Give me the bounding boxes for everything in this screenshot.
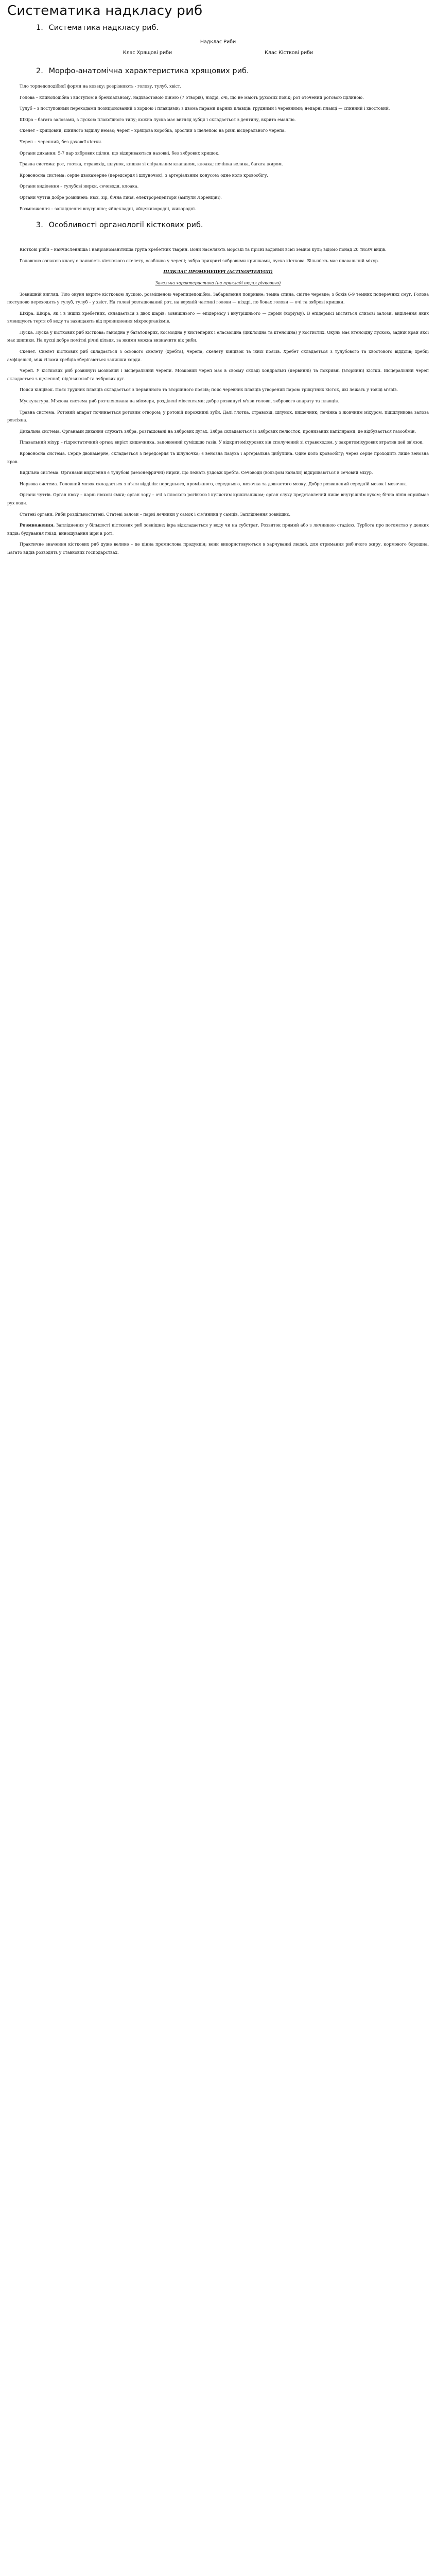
paragraph: Зовнішній вигляд. Тіло окуня вкрите кістковою лускою, розміщеною черепицеподібно. Забарвлення покривне: темна спина, світле черевце; з боків 6-9 темних поперечних смуг. Голова поступово переходить у тулуб, тулуб – у хвіст. На голові розташований рот, на верхній частині голови — ніздрі, по боках голови — очі та зяброві кришки. [7,292,429,305]
paragraph: Плавальний міхур – гідростатичний орган; виріст кишечника, заповнений сумішшю газів. У відкритоміхурових він сполучений зі стравоходом, у закритоміхурових втратив цей зв'язок. [20,440,424,445]
paragraph: Пояси кінцівок. Пояс грудних плавців складається з первинного та вторинного поясів; пояс черевних плавців утворений парою трикутних кісток, які лежать у товщі м'язів. [20,387,398,393]
paragraph: Кровоносна система. Серце двокамерне, складається з передсердя та шлуночка; є венозна пазуха і артеріальна цибулина. Одне коло кровообігу; через серце проходить лише венозна кров. [7,451,429,464]
taxonomy-classes [7,50,429,56]
paragraph: Тулуб – з поступовими переходами позиціонований з хордою і плавцями; з двома парами парних плавців: грудними і черевними; непарні плавці — спинний і хвостовий. [20,106,390,111]
outline-item-3 [36,221,429,229]
section-3-content [7,246,429,556]
taxonomy-superclass: Надклас Риби [200,39,236,45]
document-title: Систематика надкласу риб [7,3,203,19]
paragraph: Практичне значення кісткових риб дуже велике – це цінна промислова продукція; вони використовуються в харчуванні людей, для отримання риб'ячого жиру, кормового борошна. Багато видів розводять у ставкових господарствах. [7,542,429,555]
section-subheading: Загальна характеристика (на прикладі окуня річкового) [155,280,281,285]
document-page [0,3,436,570]
paragraph: Видільна система. Органами виділення є тулубові (мезонефричні) нирки, що лежать уздовж хребта. Сечоводи (вольфові канали) відкриваються в сечовий міхур. [20,470,373,476]
paragraph: Шкіра – багата залозами, з лускою плакоїдного типу; кожна луска має вигляд зубця і складається з дентину, вкрита емаллю. [20,117,296,122]
paragraph-body: Запліднення у більшості кісткових риб зовнішнє; ікра відкладається у воду чи на субстрат. Розвиток прямий або з личинкою стадією. Турбота про потомство у деяких видів: будування гнізд, виношування ікри в роті. [7,523,429,536]
outline-item-number: 2. [36,67,43,75]
paragraph: Скелет – хрящовий, шийного відділу немає; череп – хрящова коробка, зрослий з щелепою на рівні вісцерального черепа. [20,128,286,133]
outline-item-number: 3. [36,221,43,230]
paragraph: Кісткові риби – найчисленніша і найрізноманітніша група хребетних тварин. Вони населяють морські та прісні водойми всієї земної кулі; відомо понад 20 тисяч видів. [20,247,387,252]
taxonomy-class-right: Клас Кісткові риби [265,50,313,56]
paragraph: Мускулатура. М'язова система риб розчленована на міомери, розділені міосептами; добре розвинуті м'язи голови, зябрового апарату та плавців. [20,399,339,404]
paragraph: Шкіра. Шкіра, як і в інших хребетних, складається з двох шарів: зовнішнього — епідермісу і внутрішнього — дерми (коріуму). В епідермісі містяться слизові залози, виділення яких зменшують тертя об воду та захищають від проникнення мікроорганізмів. [7,311,429,324]
paragraph: Луска. Луска у кісткових риб кісткова: ганоїдна у багатоперих, космоїдна у кистеперих і еласмоїдна (циклоїдна та ктеноїдна) у костистих. Окунь має ктеноїдну лускою, задній край якої має шипики. На лусці добре помітні річні кільця, за якими можна визначити вік риби. [7,330,429,343]
taxonomy-class-left: Клас Хрящові риби [123,50,172,56]
paragraph: Голова – клиноподібна і виступом в брензіальному, надхвостовою лінією (7 отворів), ніздрі, очі, що не мають рухомих повік; рот оточений ротовою щілиною. [20,95,364,100]
section-heading: ПІДКЛАС ПРОМЕНЕПЕРІ (ACTINOPTERYGII) [163,269,273,275]
paragraph: Травна система: рот, глотка, стравохід, шлунок, кишки зі спіральним клапаном, клоака; печінка велика, багата жиром. [20,162,283,167]
outline-item-label: Систематика надкласу риб. [48,24,159,32]
paragraph-reproduction [7,521,429,537]
paragraph-lead: Розмноження. [20,522,55,528]
paragraph: Нервова система. Головний мозок складається з п'яти відділів: переднього, проміжного, середнього, мозочка та довгастого мозку. Добре розвинений середній мозок і мозочок. [20,481,408,486]
paragraph: Тіло торпедоподібної форми на ковзку; розрізняють - голову, тулуб, хвіст. [20,84,182,89]
paragraph: Розмноження – запліднення внутрішнє; яйцекладні, яйцеживородні, живородні. [20,206,196,211]
paragraph: Органи дихання: 5-7 пар зябрових щілин, що відкриваються назовні, без зябрових кришок. [20,150,220,156]
paragraph: Головною ознакою класу є наявність кісткового скелету, особливо у черепі; зябра прикриті зябровими кришками, луска кісткова. Більшість має плавальний міхур. [20,258,379,263]
paragraph: Череп. У кісткових риб розвинуті мозковий і вісцеральний черепи. Мозковий череп має в своєму складі хондральні (первинні) та покривні (вторинні) кістки. Вісцеральний череп складається з щелепної, під'язикової та зябрових дуг. [7,368,429,381]
paragraph: Кровоносна система: серце двокамерне (передсердя і шлуночок), з артеріальним конусом; одне коло кровообігу. [20,173,268,178]
paragraph: Органи чуттів добре розвинені: нюх, зір, бічна лінія, електрорецептори (ампули Лоренціні). [20,195,222,200]
outline-item-1 [36,24,429,32]
paragraph: Органи чуттів. Орган нюху – парні нюхові ямки; орган зору – очі з плоскою рогівкою і кулястим кришталиком; орган слуху представлений лише внутрішнім вухом; бічна лінія сприймає рух води. [7,493,429,505]
paragraph: Дихальна система. Органами дихання служать зябра, розташовані на зябрових дугах. Зябра складаються із зябрових пелюсток, пронизаних капілярами, де відбувається газообмін. [20,429,416,434]
paragraph: Скелет. Скелет кісткових риб складається з осьового скелету (хребта), черепа, скелету кінцівок та їхніх поясів. Хребет складається з тулубового та хвостового відділів; хребці амфіцельні, між тілами хребців зберігаються залишки хорди. [7,349,429,362]
outline-item-label: Особливості органології кісткових риб. [48,221,203,230]
paragraph: Статеві органи. Риби роздільностатеві. Статеві залози – парні яєчники у самок і сім'яники у самців. Запліднення зовнішнє. [20,512,290,517]
outline-item-label: Морфо-анатомічна характеристика хрящових риб. [48,67,249,75]
outline-item-2 [36,67,429,75]
section-2-content [7,82,429,213]
outline-item-number: 1. [36,24,43,32]
paragraph: Органи виділення – тулубові нирки, сечоводи, клоака. [20,184,139,189]
paragraph: Череп – черепний, без дахової кістки. [20,139,102,144]
paragraph: Травна система. Ротовий апарат починається ротовим отвором; у ротовій порожнині зуби. Далі глотка, стравохід, шлунок, кишечник; печінка з жовчним міхуром, підшлункова залоза розсіяна. [7,410,429,423]
